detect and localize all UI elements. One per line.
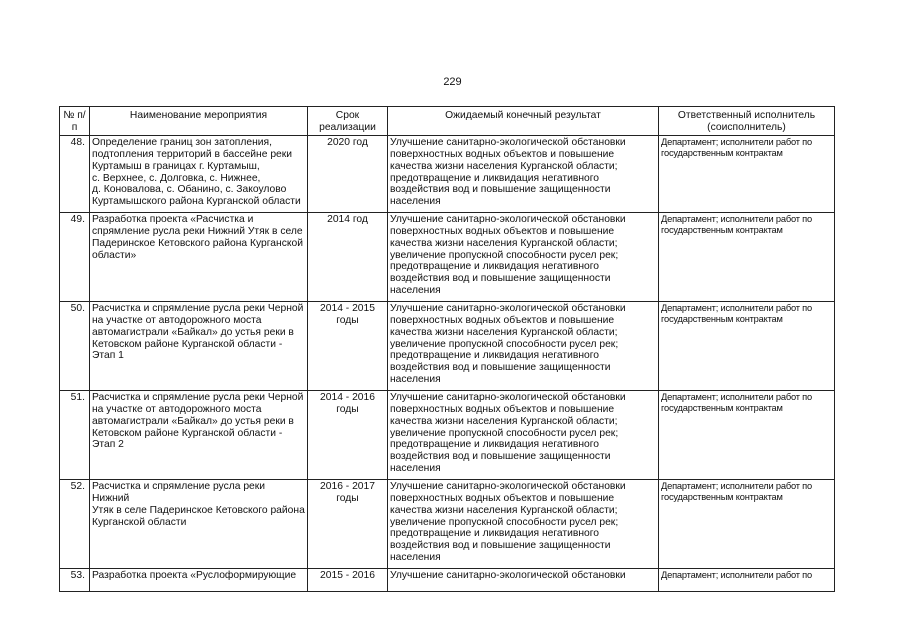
measure-name: Разработка проекта «Расчистка и спрямление русла реки Нижний Утяк в селе Падеринское Кетовского района Курганской области» bbox=[90, 212, 308, 301]
row-number: 53. bbox=[60, 568, 90, 591]
row-number: 48. bbox=[60, 135, 90, 212]
header-result: Ожидаемый конечный результат bbox=[388, 107, 659, 136]
measure-name: Расчистка и спрямление русла реки Черной на участке от автодорожного моста автомагистрали «Байкал» до устья реки в Кетовском районе Курганской области - Этап 2 bbox=[90, 390, 308, 479]
implementation-term: 2015 - 2016 bbox=[308, 568, 388, 591]
header-num: № п/п bbox=[60, 107, 90, 136]
page-number: 229 bbox=[443, 76, 462, 88]
header-responsible: Ответственный исполнитель (соисполнитель) bbox=[659, 107, 835, 136]
responsible-executor: Департамент; исполнители работ по государственным контрактам bbox=[659, 479, 835, 568]
table-row bbox=[60, 301, 835, 390]
row-number: 52. bbox=[60, 479, 90, 568]
measures-table bbox=[59, 106, 835, 592]
row-number: 50. bbox=[60, 301, 90, 390]
table-header-row bbox=[60, 107, 835, 136]
implementation-term: 2014 год bbox=[308, 212, 388, 301]
expected-result: Улучшение санитарно-экологической обстановки bbox=[388, 568, 659, 591]
table-row bbox=[60, 135, 835, 212]
implementation-term: 2020 год bbox=[308, 135, 388, 212]
implementation-term: 2014 - 2016 годы bbox=[308, 390, 388, 479]
measure-name: Расчистка и спрямление русла реки Нижний Утяк в селе Падеринское Кетовского района Курганской области bbox=[90, 479, 308, 568]
implementation-term: 2014 - 2015 годы bbox=[308, 301, 388, 390]
responsible-executor: Департамент; исполнители работ по bbox=[659, 568, 835, 591]
table-row bbox=[60, 568, 835, 591]
expected-result: Улучшение санитарно-экологической обстановки поверхностных водных объектов и повышение качества жизни населения Курганской области; увеличение пропускной способности русел рек; предотвращение и ликвидация негативного воздействия вод и повышение защищенности населения bbox=[388, 479, 659, 568]
row-number: 51. bbox=[60, 390, 90, 479]
header-name: Наименование мероприятия bbox=[90, 107, 308, 136]
measure-name: Разработка проекта «Руслоформирующие bbox=[90, 568, 308, 591]
responsible-executor: Департамент; исполнители работ по государственным контрактам bbox=[659, 390, 835, 479]
implementation-term: 2016 - 2017 годы bbox=[308, 479, 388, 568]
measure-name: Определение границ зон затопления, подтопления территорий в бассейне реки Куртамыш в границах г. Куртамыш, с. Верхнее, с. Долговка, с. Нижнее, д. Коновалова, с. Обанино, с. Закоулово Куртамышского района Курганской области bbox=[90, 135, 308, 212]
table-row bbox=[60, 212, 835, 301]
table-row bbox=[60, 390, 835, 479]
responsible-executor: Департамент; исполнители работ по государственным контрактам bbox=[659, 301, 835, 390]
header-term: Срок реализации bbox=[308, 107, 388, 136]
responsible-executor: Департамент; исполнители работ по государственным контрактам bbox=[659, 135, 835, 212]
responsible-executor: Департамент; исполнители работ по государственным контрактам bbox=[659, 212, 835, 301]
table-row bbox=[60, 479, 835, 568]
expected-result: Улучшение санитарно-экологической обстановки поверхностных водных объектов и повышение качества жизни населения Курганской области; увеличение пропускной способности русел рек; предотвращение и ликвидация негативного воздействия вод и повышение защищенности населения bbox=[388, 301, 659, 390]
expected-result: Улучшение санитарно-экологической обстановки поверхностных водных объектов и повышение качества жизни населения Курганской области; увеличение пропускной способности русел рек; предотвращение и ликвидация негативного воздействия вод и повышение защищенности населения bbox=[388, 212, 659, 301]
measure-name: Расчистка и спрямление русла реки Черной на участке от автодорожного моста автомагистрали «Байкал» до устья реки в Кетовском районе Курганской области - Этап 1 bbox=[90, 301, 308, 390]
row-number: 49. bbox=[60, 212, 90, 301]
expected-result: Улучшение санитарно-экологической обстановки поверхностных водных объектов и повышение качества жизни населения Курганской области; предотвращение и ликвидация негативного воздействия вод и повышение защищенности населения bbox=[388, 135, 659, 212]
expected-result: Улучшение санитарно-экологической обстановки поверхностных водных объектов и повышение качества жизни населения Курганской области; увеличение пропускной способности русел рек; предотвращение и ликвидация негативного воздействия вод и повышение защищенности населения bbox=[388, 390, 659, 479]
